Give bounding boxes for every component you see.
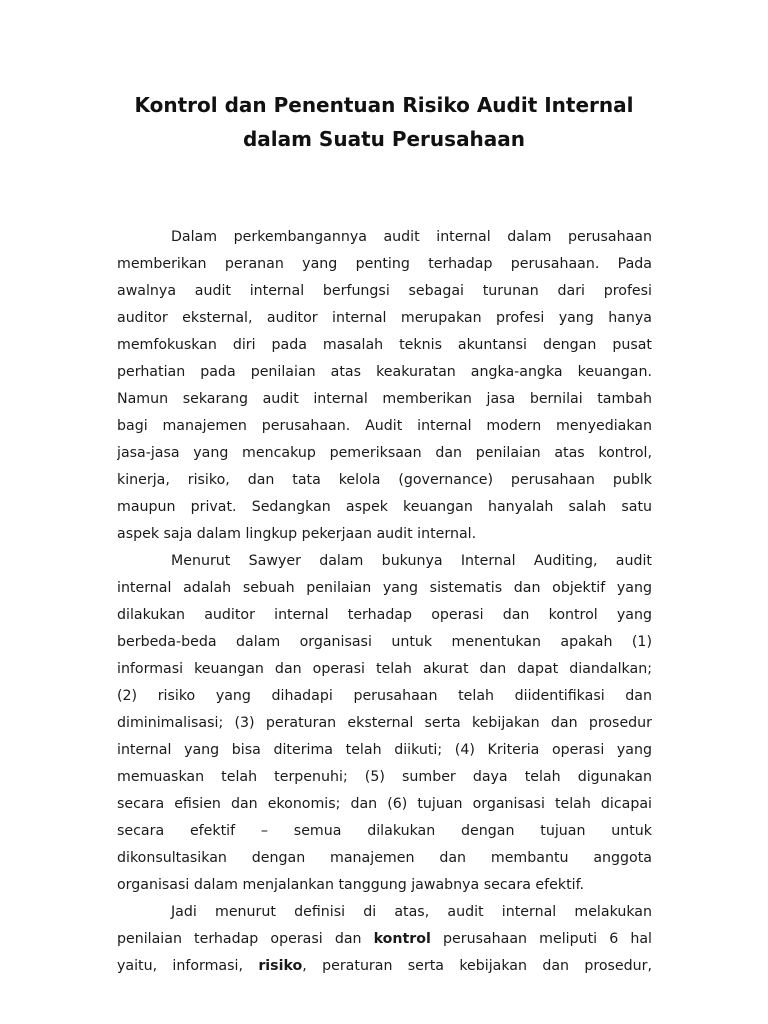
bold-term-risiko: risiko	[258, 958, 303, 974]
text-line: berbeda-beda dalam organisasi untuk menentukan apakah (1)	[117, 634, 652, 650]
text-segment: , peraturan serta kebijakan dan prosedur,	[302, 958, 652, 974]
text-line: secara efisien dan ekonomis; dan (6) tujuan organisasi telah dicapai	[117, 796, 652, 812]
text-line: dikonsultasikan dengan manajemen dan membantu anggota	[117, 850, 652, 866]
text-line: perhatian pada penilaian atas keakuratan angka-angka keuangan.	[117, 364, 652, 380]
bold-term-kontrol: kontrol	[373, 931, 431, 947]
text-segment: penilaian terhadap operasi dan	[117, 931, 374, 947]
text-line: (2) risiko yang dihadapi perusahaan telah diidentifikasi dan	[117, 688, 652, 704]
document-title	[0, 88, 768, 156]
text-line: auditor eksternal, auditor internal merupakan profesi yang hanya	[117, 310, 652, 326]
title-line-2: dalam Suatu Perusahaan	[242, 127, 526, 151]
text-line: informasi keuangan dan operasi telah akurat dan dapat diandalkan;	[117, 661, 652, 677]
text-line: dilakukan auditor internal terhadap operasi dan kontrol yang	[117, 607, 652, 623]
text-line: Namun sekarang audit internal memberikan jasa bernilai tambah	[117, 391, 652, 407]
text-line: kinerja, risiko, dan tata kelola (governance) perusahaan publk	[117, 472, 652, 488]
text-line: internal adalah sebuah penilaian yang sistematis dan objektif yang	[117, 580, 652, 596]
text-line: internal yang bisa diterima telah diikuti; (4) Kriteria operasi yang	[117, 742, 652, 758]
text-line: maupun privat. Sedangkan aspek keuangan hanyalah salah satu	[117, 499, 652, 515]
text-line: secara efektif – semua dilakukan dengan tujuan untuk	[117, 823, 652, 839]
document-body	[117, 224, 652, 980]
text-line: bagi manajemen perusahaan. Audit internal modern menyediakan	[117, 418, 652, 434]
text-line: awalnya audit internal berfungsi sebagai turunan dari profesi	[117, 283, 652, 299]
text-segment: perusahaan meliputi 6 hal	[430, 931, 652, 947]
text-line: diminimalisasi; (3) peraturan eksternal serta kebijakan dan prosedur	[117, 715, 652, 731]
text-line: memuaskan telah terpenuhi; (5) sumber daya telah digunakan	[117, 769, 652, 785]
text-line: memfokuskan diri pada masalah teknis akuntansi dengan pusat	[117, 337, 652, 353]
text-line: Menurut Sawyer dalam bukunya Internal Auditing, audit	[171, 553, 652, 569]
text-segment: yaitu, informasi,	[117, 958, 259, 974]
text-line-with-bold	[117, 953, 652, 980]
text-line-with-bold	[117, 926, 652, 953]
text-line: aspek saja dalam lingkup pekerjaan audit internal.	[117, 526, 477, 542]
text-line: Dalam perkembangannya audit internal dalam perusahaan	[171, 229, 652, 245]
text-line: organisasi dalam menjalankan tanggung jawabnya secara efektif.	[117, 877, 585, 893]
title-line-1: Kontrol dan Penentuan Risiko Audit Internal	[134, 93, 634, 117]
text-line: jasa-jasa yang mencakup pemeriksaan dan penilaian atas kontrol,	[117, 445, 652, 461]
text-line: Jadi menurut definisi di atas, audit internal melakukan	[171, 904, 652, 920]
text-line: memberikan peranan yang penting terhadap perusahaan. Pada	[117, 256, 652, 272]
